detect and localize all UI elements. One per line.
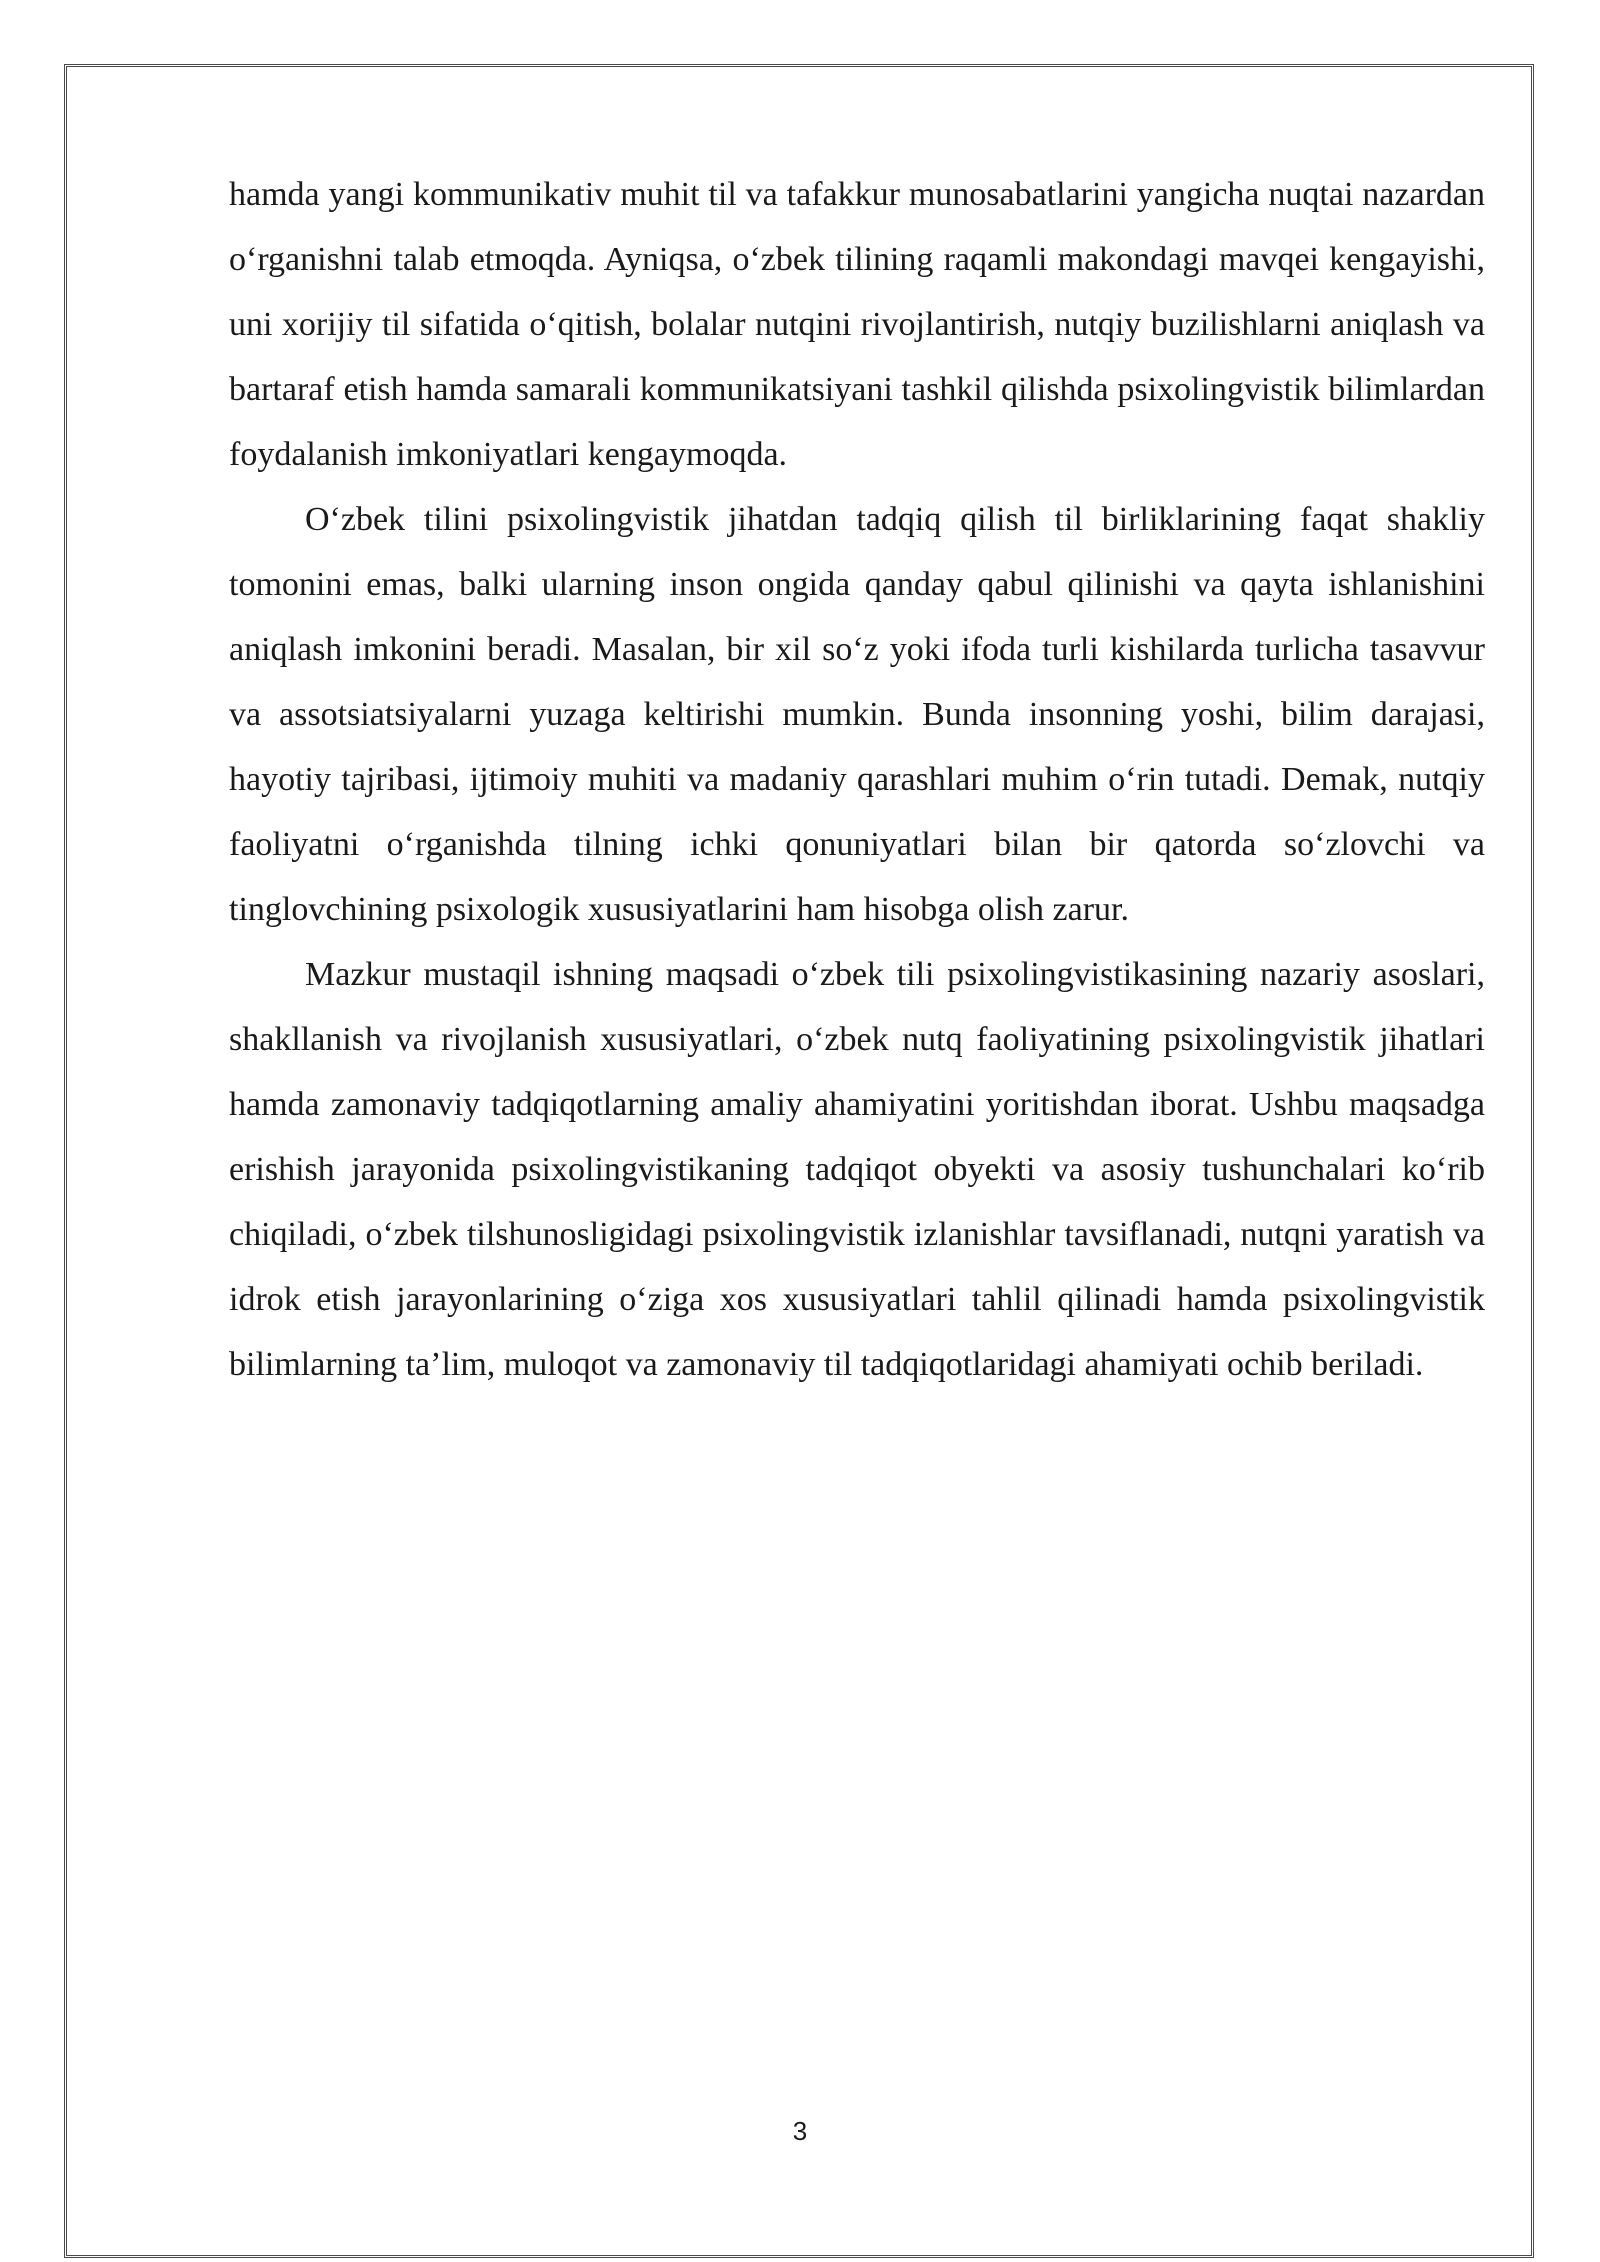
page-number: 3	[792, 2116, 808, 2146]
paragraph-continuation: hamda yangi kommunikativ muhit til va tafakkur munosabatlarini yangicha nuqtai nazardan o‘rganishni talab etmoqda. Ayniqsa, o‘zbek tilining raqamli makondagi mavqei kengayishi, uni xorijiy til sifatida o‘qitish, bolalar nutqini rivojlantirish, nutqiy buzilishlarni aniqlash va bartaraf etish hamda samarali kommunikatsiyani tashkil qilishda psixolingvistik bilimlardan foydalanish imkoniyatlari kengaymoqda.	[229, 176, 1485, 473]
document-body	[229, 162, 1485, 1397]
paragraph: Mazkur mustaqil ishning maqsadi o‘zbek tili psixolingvistikasining nazariy asoslari, shakllanish va rivojlanish xususiyatlari, o‘zbek nutq faoliyatining psixolingvistik jihatlari hamda zamonaviy tadqiqotlarning amaliy ahamiyatini yoritishdan iborat. Ushbu maqsadga erishish jarayonida psixolingvistikaning tadqiqot obyekti va asosiy tushunchalari ko‘rib chiqiladi, o‘zbek tilshunosligidagi psixolingvistik izlanishlar tavsiflanadi, nutqni yaratish va idrok etish jarayonlarining o‘ziga xos xususiyatlari tahlil qilinadi hamda psixolingvistik bilimlarning ta’lim, muloqot va zamonaviy til tadqiqotlaridagi ahamiyati ochib beriladi.	[229, 956, 1485, 1383]
paragraph: O‘zbek tilini psixolingvistik jihatdan tadqiq qilish til birliklarining faqat shakliy tomonini emas, balki ularning inson ongida qanday qabul qilinishi va qayta ishlanishini aniqlash imkonini beradi. Masalan, bir xil so‘z yoki ifoda turli kishilarda turlicha tasavvur va assotsiatsiyalarni yuzaga keltirishi mumkin. Bunda insonning yoshi, bilim darajasi, hayotiy tajribasi, ijtimoiy muhiti va madaniy qarashlari muhim o‘rin tutadi. Demak, nutqiy faoliyatni o‘rganishda tilning ichki qonuniyatlari bilan bir qatorda so‘zlovchi va tinglovchining psixologik xususiyatlarini ham hisobga olish zarur.	[229, 501, 1485, 928]
